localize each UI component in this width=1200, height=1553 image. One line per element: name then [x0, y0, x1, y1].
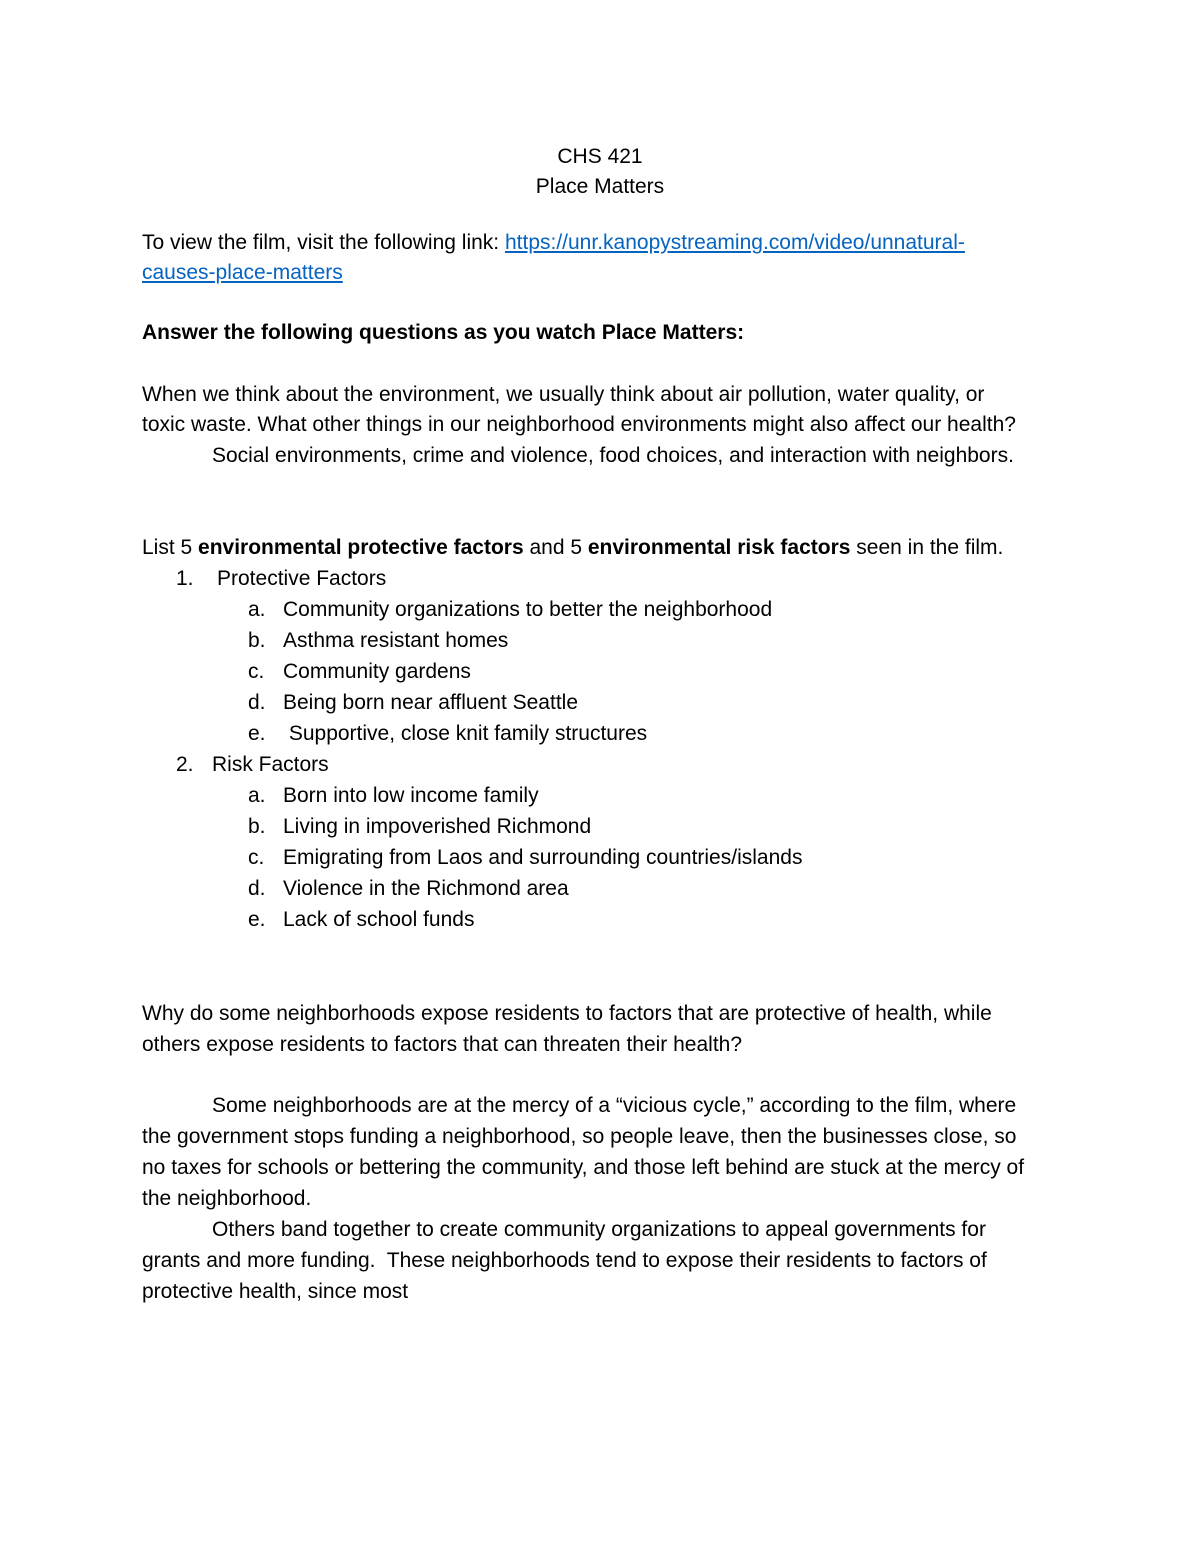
- document-title: Place Matters: [535, 175, 665, 198]
- q2-intro-part: seen in the film.: [850, 536, 1004, 559]
- list-letter: e.: [248, 722, 266, 745]
- q3-line-1: Why do some neighborhoods expose residents to factors that are protective of health, while: [142, 1002, 992, 1025]
- film-link-prefix: To view the film, visit the following link:: [142, 231, 505, 254]
- protective-item: Supportive, close knit family structures: [283, 722, 648, 745]
- q2-intro: [142, 532, 1003, 563]
- q2-intro-part: and 5: [523, 536, 588, 559]
- q2-intro-part: List 5: [142, 536, 199, 559]
- film-url-link[interactable]: https://unr.kanopystreaming.com/video/unnatural-: [504, 231, 965, 254]
- q3-answer-para1-line: no taxes for schools or bettering the community, and those left behind are stuck at the mercy of: [142, 1156, 1025, 1179]
- q3-answer-para2-line: Others band together to create community organizations to appeal governments for: [212, 1218, 986, 1241]
- list-letter: d.: [248, 877, 266, 900]
- list-letter: c.: [248, 660, 265, 683]
- list-letter: b.: [248, 815, 266, 838]
- q3-answer-para1-line: the government stops funding a neighborhood, so people leave, then the businesses close, so: [142, 1125, 1017, 1148]
- film-link-line: [142, 227, 965, 258]
- q2-intro-protective-bold: environmental protective factors: [198, 536, 524, 559]
- risk-item: Violence in the Richmond area: [283, 877, 569, 900]
- risk-item: Born into low income family: [283, 784, 539, 807]
- protective-item: Being born near affluent Seattle: [283, 691, 578, 714]
- q3-line-2: others expose residents to factors that can threaten their health?: [142, 1033, 743, 1056]
- protective-factors-label: Protective Factors: [217, 567, 387, 590]
- risk-item: Lack of school funds: [283, 908, 475, 931]
- risk-item: Living in impoverished Richmond: [283, 815, 592, 838]
- course-code: CHS 421: [557, 145, 643, 168]
- list-letter: e.: [248, 908, 266, 931]
- list-letter: a.: [248, 784, 266, 807]
- risk-item: Emigrating from Laos and surrounding countries/islands: [283, 846, 803, 869]
- q3-answer-para2-line: grants and more funding. These neighborhoods tend to expose their residents to factors of: [142, 1249, 987, 1272]
- film-url-link-continued[interactable]: causes-place-matters: [142, 261, 343, 284]
- list-letter: b.: [248, 629, 266, 652]
- q1-line-1: When we think about the environment, we usually think about air pollution, water quality, or: [142, 383, 985, 406]
- q1-answer: Social environments, crime and violence, food choices, and interaction with neighbors.: [212, 444, 1014, 467]
- protective-item: Community gardens: [283, 660, 471, 683]
- list-number-2: 2.: [176, 753, 194, 776]
- list-letter: d.: [248, 691, 266, 714]
- protective-item: Asthma resistant homes: [283, 629, 509, 652]
- q2-intro-risk-bold: environmental risk factors: [587, 536, 851, 559]
- list-letter: a.: [248, 598, 266, 621]
- q3-answer-para2-line: protective health, since most: [142, 1280, 409, 1303]
- list-letter: c.: [248, 846, 265, 869]
- risk-factors-label: Risk Factors: [212, 753, 329, 776]
- q3-answer-para1-line: the neighborhood.: [142, 1187, 312, 1210]
- q3-answer-para1-line: Some neighborhoods are at the mercy of a “vicious cycle,” according to the film, where: [212, 1094, 1017, 1117]
- protective-item: Community organizations to better the neighborhood: [283, 598, 773, 621]
- q1-line-2: toxic waste. What other things in our neighborhood environments might also affect our health?: [142, 413, 1016, 436]
- list-number-1: 1.: [176, 567, 194, 590]
- instructions-heading: Answer the following questions as you watch Place Matters:: [142, 321, 745, 344]
- film-link-line-2: [142, 257, 343, 288]
